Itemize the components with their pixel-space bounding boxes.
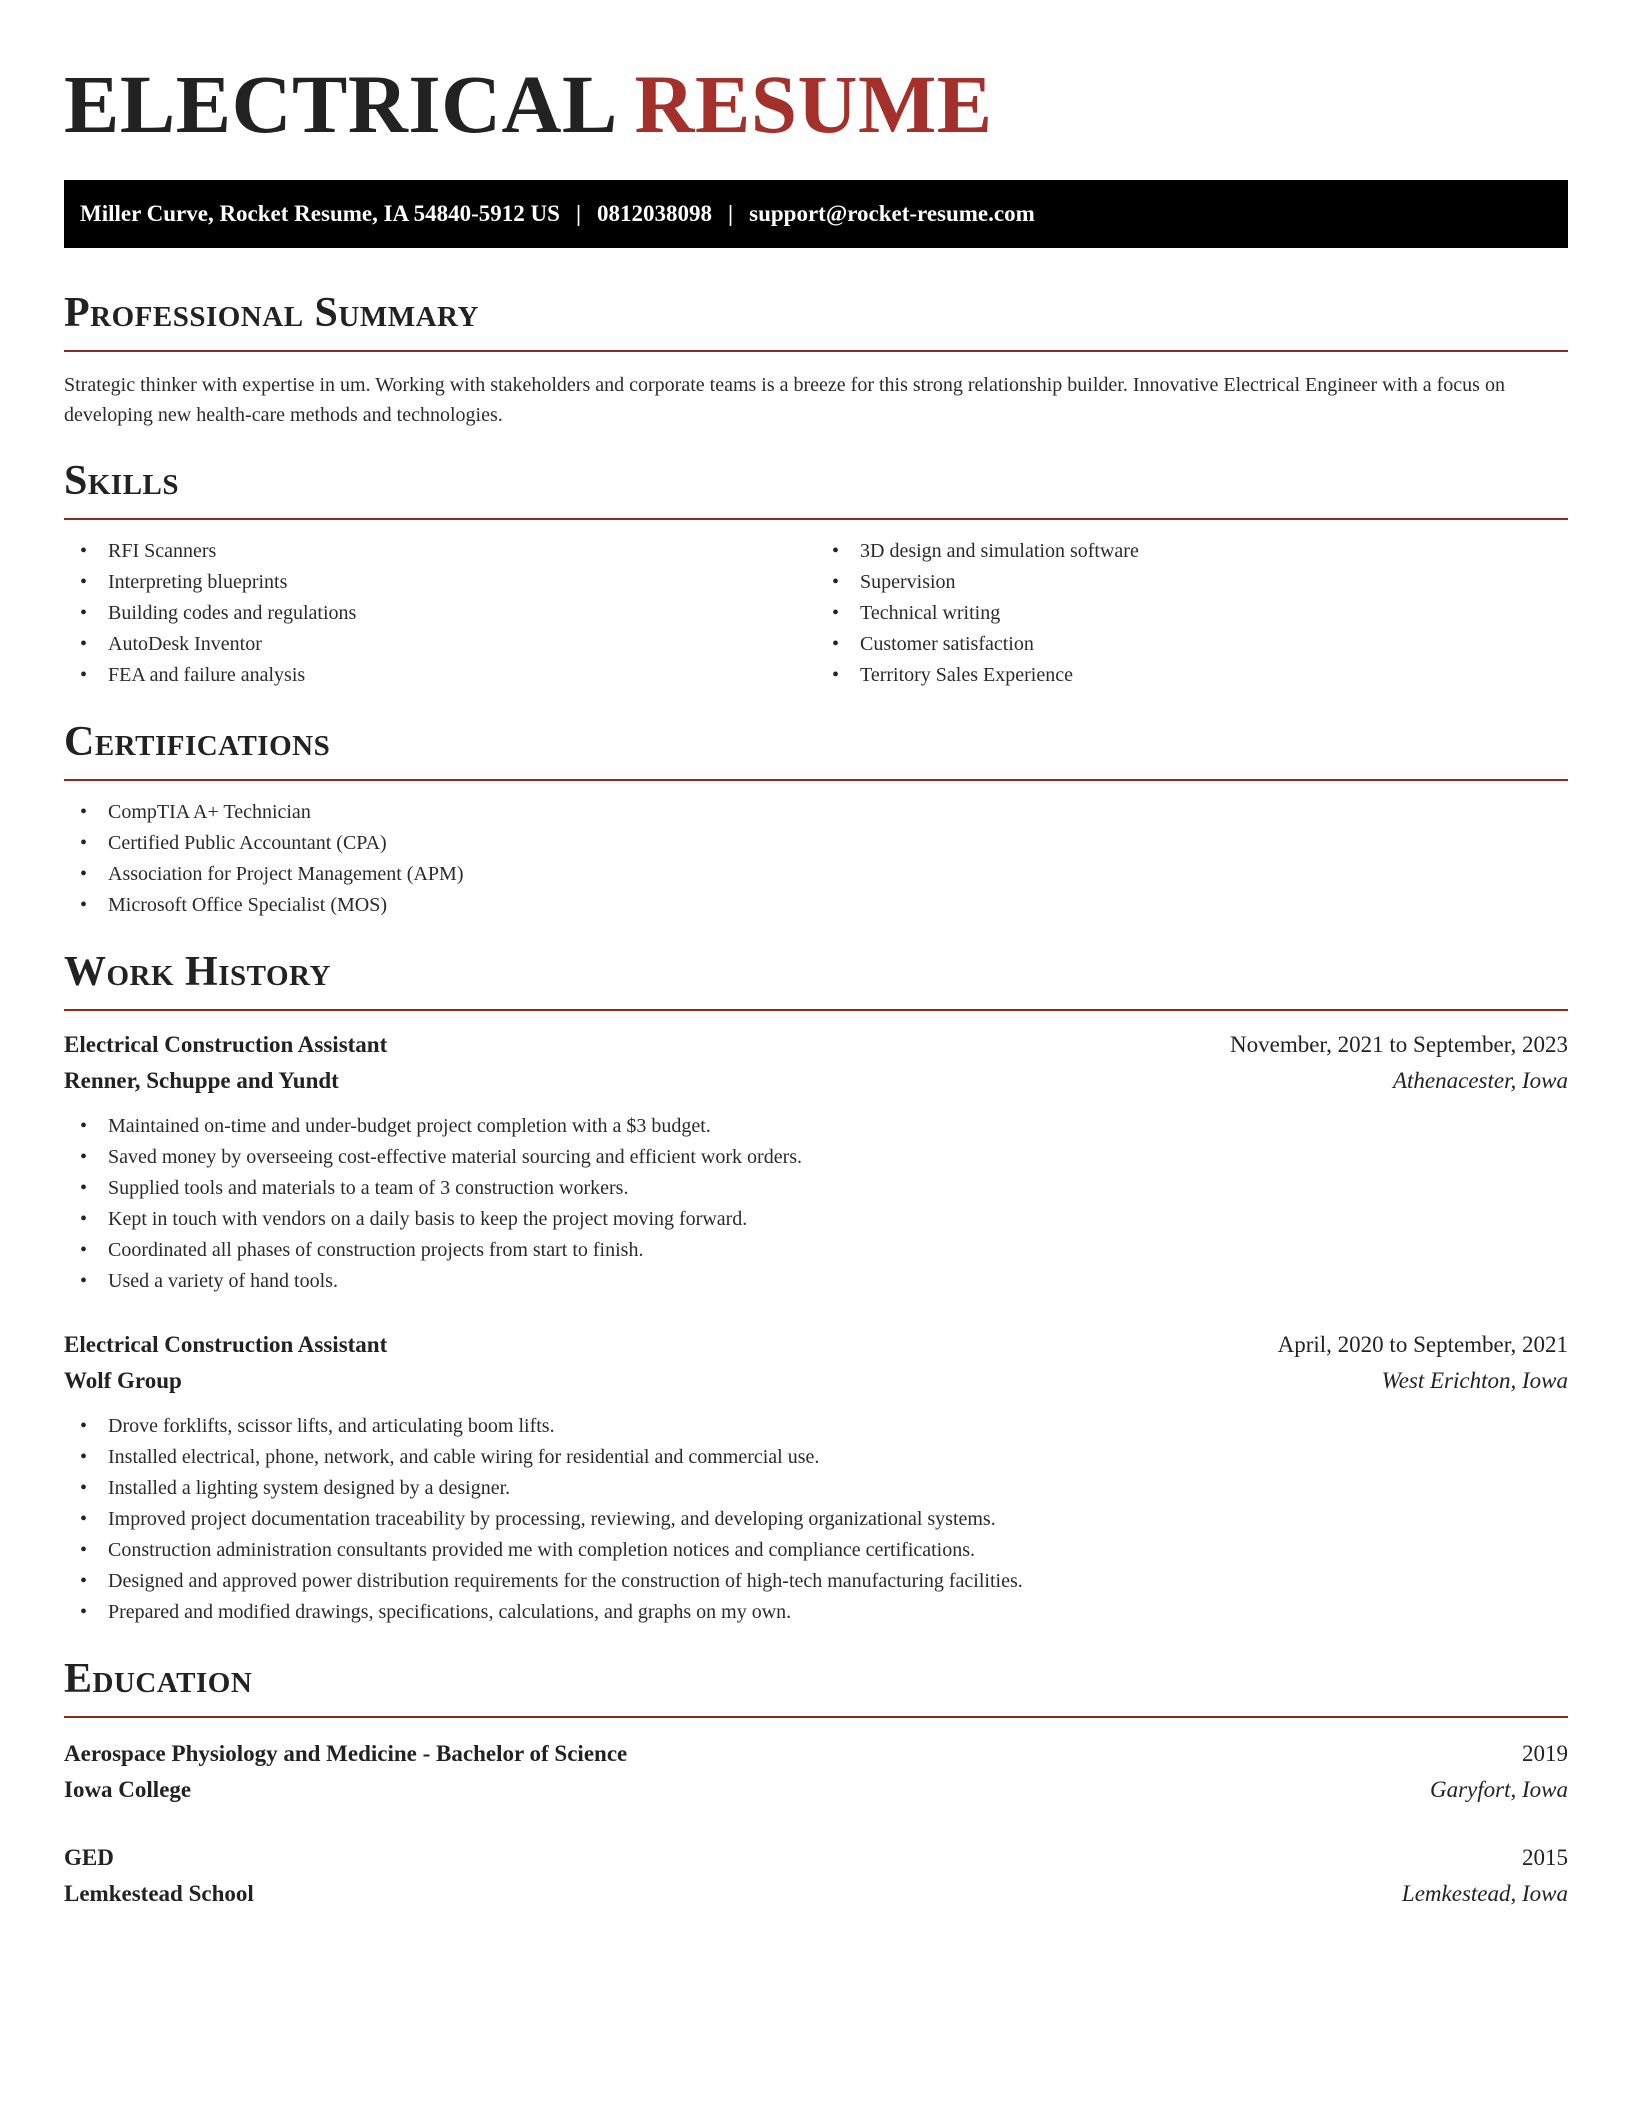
certification-item: • Microsoft Office Specialist (MOS) bbox=[64, 890, 1568, 921]
job-duties-list bbox=[64, 1111, 1568, 1297]
skill-item: • Technical writing bbox=[816, 598, 1568, 629]
skills-list-right bbox=[816, 536, 1568, 691]
job-duty: • Designed and approved power distribution requirements for the construction of high-tech manufacturing facilities. bbox=[64, 1566, 1568, 1597]
job-company-row bbox=[64, 1363, 1568, 1399]
skills-column-right bbox=[816, 536, 1568, 691]
section-divider bbox=[64, 350, 1568, 352]
skills-columns bbox=[64, 536, 1568, 691]
job-duties-list bbox=[64, 1411, 1568, 1628]
education-school: Iowa College bbox=[64, 1777, 192, 1802]
contact-email: support@rocket-resume.com bbox=[749, 201, 1035, 226]
skill-item: • AutoDesk Inventor bbox=[64, 629, 816, 660]
job-title-row bbox=[64, 1327, 1568, 1363]
education-year: 2015 bbox=[1522, 1845, 1568, 1870]
job-duty: • Saved money by overseeing cost-effective material sourcing and efficient work orders. bbox=[64, 1142, 1568, 1173]
skill-item: • RFI Scanners bbox=[64, 536, 816, 567]
contact-separator: | bbox=[728, 201, 734, 226]
contact-bar bbox=[64, 180, 1568, 248]
job-company: Wolf Group bbox=[64, 1368, 182, 1393]
education-heading: Education bbox=[64, 1656, 253, 1702]
section-divider bbox=[64, 779, 1568, 781]
title-first-word: ELECTRICAL bbox=[64, 58, 614, 150]
job-duty: • Maintained on-time and under-budget project completion with a $3 budget. bbox=[64, 1111, 1568, 1142]
skill-item: • Supervision bbox=[816, 567, 1568, 598]
job-location: Athenacester, Iowa bbox=[1392, 1068, 1568, 1093]
skill-item: • Interpreting blueprints bbox=[64, 567, 816, 598]
skill-item: • Customer satisfaction bbox=[816, 629, 1568, 660]
title-second-word: RESUME bbox=[634, 58, 993, 150]
education-location: Lemkestead, Iowa bbox=[1401, 1881, 1568, 1906]
job-title-row bbox=[64, 1027, 1568, 1063]
education-degree-row bbox=[64, 1736, 1568, 1772]
education-entry bbox=[64, 1840, 1568, 1912]
education-school: Lemkestead School bbox=[64, 1881, 254, 1906]
contact-address: Miller Curve, Rocket Resume, IA 54840-5912 US bbox=[80, 201, 560, 226]
skills-list-left bbox=[64, 536, 816, 691]
certifications-heading: Certifications bbox=[64, 719, 331, 765]
contact-phone: 0812038098 bbox=[597, 201, 713, 226]
education-school-row bbox=[64, 1876, 1568, 1912]
skill-item: • Building codes and regulations bbox=[64, 598, 816, 629]
skill-item: • 3D design and simulation software bbox=[816, 536, 1568, 567]
certification-item: • Association for Project Management (APM) bbox=[64, 859, 1568, 890]
job-duty: • Supplied tools and materials to a team of 3 construction workers. bbox=[64, 1173, 1568, 1204]
work-history-section bbox=[64, 947, 1568, 1628]
job-duty: • Kept in touch with vendors on a daily basis to keep the project moving forward. bbox=[64, 1204, 1568, 1235]
education-year: 2019 bbox=[1522, 1741, 1568, 1766]
certification-item: • Certified Public Accountant (CPA) bbox=[64, 828, 1568, 859]
summary-heading: Professional Summary bbox=[64, 290, 479, 336]
education-section bbox=[64, 1654, 1568, 1912]
skills-heading: Skills bbox=[64, 458, 180, 504]
resume-title bbox=[64, 0, 1568, 152]
job-location: West Erichton, Iowa bbox=[1381, 1368, 1568, 1393]
job-duty: • Improved project documentation traceability by processing, reviewing, and developing organizational systems. bbox=[64, 1504, 1568, 1535]
education-school-row bbox=[64, 1772, 1568, 1808]
education-degree: Aerospace Physiology and Medicine - Bachelor of Science bbox=[64, 1741, 628, 1766]
job-duty: • Installed a lighting system designed by a designer. bbox=[64, 1473, 1568, 1504]
job-dates: November, 2021 to September, 2023 bbox=[1230, 1032, 1568, 1057]
certification-item: • CompTIA A+ Technician bbox=[64, 797, 1568, 828]
work-history-heading: Work History bbox=[64, 949, 331, 995]
job-duty: • Coordinated all phases of construction projects from start to finish. bbox=[64, 1235, 1568, 1266]
job-entry bbox=[64, 1327, 1568, 1628]
job-dates: April, 2020 to September, 2021 bbox=[1277, 1332, 1568, 1357]
job-duty: • Prepared and modified drawings, specifications, calculations, and graphs on my own. bbox=[64, 1597, 1568, 1628]
job-duty: • Installed electrical, phone, network, and cable wiring for residential and commercial use. bbox=[64, 1442, 1568, 1473]
education-degree: GED bbox=[64, 1845, 114, 1870]
skills-section bbox=[64, 456, 1568, 691]
summary-section bbox=[64, 288, 1568, 430]
skill-item: • Territory Sales Experience bbox=[816, 660, 1568, 691]
education-degree-row bbox=[64, 1840, 1568, 1876]
job-title: Electrical Construction Assistant bbox=[64, 1032, 388, 1057]
job-duty: • Construction administration consultants provided me with completion notices and compliance certifications. bbox=[64, 1535, 1568, 1566]
skill-item: • FEA and failure analysis bbox=[64, 660, 816, 691]
education-entry bbox=[64, 1736, 1568, 1808]
job-company-row bbox=[64, 1063, 1568, 1099]
summary-text: Strategic thinker with expertise in um. Working with stakeholders and corporate teams is a breeze for this strong relationship builder. Innovative Electrical Engineer with a focus on developing new health-care methods and technologies. bbox=[64, 374, 1505, 426]
contact-separator: | bbox=[575, 201, 582, 226]
certifications-section bbox=[64, 717, 1568, 921]
section-divider bbox=[64, 1716, 1568, 1718]
job-company: Renner, Schuppe and Yundt bbox=[64, 1068, 339, 1093]
job-duty: • Drove forklifts, scissor lifts, and articulating boom lifts. bbox=[64, 1411, 1568, 1442]
job-title: Electrical Construction Assistant bbox=[64, 1332, 388, 1357]
job-duty: • Used a variety of hand tools. bbox=[64, 1266, 1568, 1297]
job-entry bbox=[64, 1027, 1568, 1297]
certifications-list bbox=[64, 797, 1568, 921]
section-divider bbox=[64, 1009, 1568, 1011]
section-divider bbox=[64, 518, 1568, 520]
education-location: Garyfort, Iowa bbox=[1430, 1777, 1568, 1802]
skills-column-left bbox=[64, 536, 816, 691]
